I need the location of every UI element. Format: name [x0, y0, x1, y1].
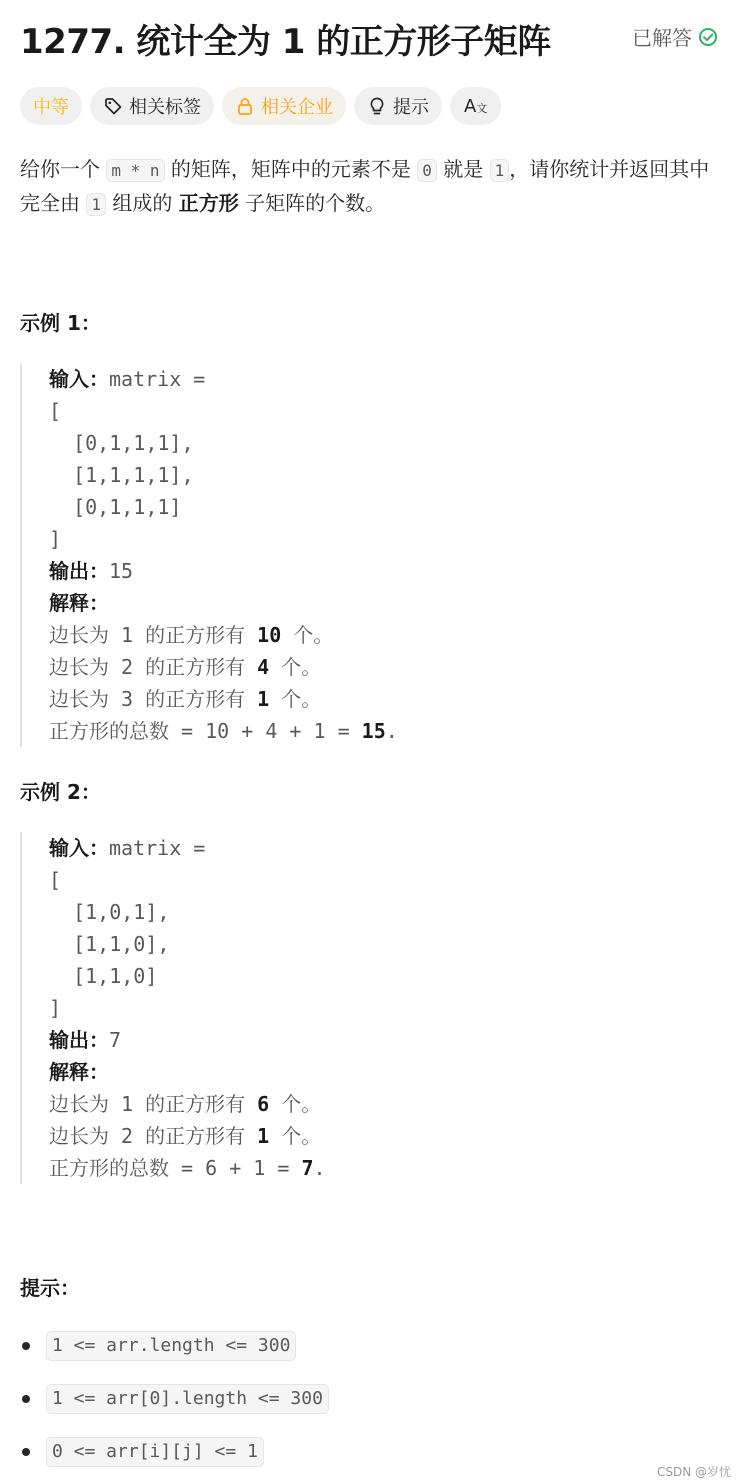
solved-label: 已解答 — [632, 26, 692, 50]
output-label: 输出： — [49, 559, 109, 583]
explain-text: . — [313, 1156, 326, 1180]
constraint-code: 1 <= arr[0].length <= 300 — [46, 1384, 329, 1414]
example-1-block — [20, 363, 720, 747]
bullet-icon — [22, 1342, 30, 1350]
example-code-line: [1,1,1,1], — [49, 463, 194, 487]
bullet-icon — [22, 1448, 30, 1456]
explain-bold: 1 — [257, 687, 270, 711]
explain-bold: 15 — [361, 719, 386, 743]
example-code-line: [ — [49, 399, 62, 423]
desc-text: 给你一个 — [20, 157, 100, 181]
desc-text: 组成的 — [112, 191, 173, 215]
inline-code: 1 — [86, 193, 106, 216]
explain-text: 个。 — [269, 655, 322, 679]
explain-text: 正方形的总数 = 6 + 1 = — [49, 1156, 302, 1180]
example-code-line: [1,1,0], — [49, 932, 170, 956]
explain-text: 个。 — [269, 1092, 322, 1116]
problem-title: 1277. 统计全为 1 的正方形子矩阵 — [20, 22, 551, 62]
tag-row — [20, 87, 501, 125]
example-code-line: ] — [49, 527, 62, 551]
explain-text: 边长为 2 的正方形有 — [49, 1124, 258, 1148]
explain-text: 个。 — [269, 687, 322, 711]
constraint-item — [22, 1437, 264, 1467]
explain-line — [49, 683, 720, 715]
example-code-line: [1,1,0] — [49, 964, 158, 988]
desc-text: ，请你统计并返回其中完全由 — [20, 157, 710, 215]
explain-bold: 10 — [257, 623, 282, 647]
constraints-title: 提示： — [20, 1276, 80, 1300]
inline-code: m * n — [106, 159, 164, 182]
explain-bold: 4 — [257, 655, 270, 679]
constraint-code: 0 <= arr[i][j] <= 1 — [46, 1437, 264, 1467]
difficulty-label: 中等 — [33, 97, 69, 118]
example-code-line: [0,1,1,1], — [49, 431, 194, 455]
example-explain-line — [49, 587, 720, 619]
explain-label: 解释： — [49, 1060, 109, 1084]
example-input-line — [49, 832, 720, 864]
translate-button[interactable] — [450, 87, 501, 125]
example-output-line — [49, 1024, 720, 1056]
translate-icon-glyph: A — [464, 95, 477, 117]
tag-icon — [103, 96, 123, 116]
input-label: 输入： — [49, 836, 109, 860]
explain-text: . — [385, 719, 398, 743]
example-code-line: [ — [49, 868, 62, 892]
input-value: matrix = — [109, 367, 206, 391]
explain-line — [49, 1088, 720, 1120]
explain-bold: 7 — [301, 1156, 314, 1180]
hints-button[interactable] — [354, 87, 442, 125]
example-input-line — [49, 363, 720, 395]
example-code-line: ] — [49, 996, 62, 1020]
output-value: 7 — [109, 1028, 122, 1052]
explain-label: 解释： — [49, 591, 109, 615]
desc-text: 就是 — [443, 157, 484, 181]
example-2-title: 示例 2： — [20, 780, 101, 804]
inline-code: 0 — [417, 159, 437, 182]
explain-text: 个。 — [269, 1124, 322, 1148]
example-output-line — [49, 555, 720, 587]
desc-bold-text: 正方形 — [178, 191, 239, 215]
input-label: 输入： — [49, 367, 109, 391]
explain-bold: 1 — [257, 1124, 270, 1148]
constraint-item — [22, 1384, 329, 1414]
explain-bold: 6 — [257, 1092, 270, 1116]
explain-text: 边长为 2 的正方形有 — [49, 655, 258, 679]
desc-text: 的矩阵，矩阵中的元素不是 — [170, 157, 411, 181]
related-topics-label: 相关标签 — [129, 97, 201, 118]
output-label: 输出： — [49, 1028, 109, 1052]
explain-line — [49, 715, 720, 747]
explain-line — [49, 619, 720, 651]
lightbulb-icon — [367, 96, 387, 116]
example-1-title: 示例 1： — [20, 311, 101, 335]
example-2-block — [20, 832, 720, 1184]
explain-text: 边长为 3 的正方形有 — [49, 687, 258, 711]
related-companies-label: 相关企业 — [261, 97, 333, 118]
explain-line — [49, 651, 720, 683]
lock-icon — [235, 96, 255, 116]
example-code-line: [1,0,1], — [49, 900, 170, 924]
related-companies-button[interactable] — [222, 87, 346, 125]
input-value: matrix = — [109, 836, 206, 860]
hints-label: 提示 — [393, 97, 429, 118]
output-value: 15 — [109, 559, 134, 583]
example-explain-line — [49, 1056, 720, 1088]
solved-status — [632, 22, 718, 51]
watermark: CSDN @岁忧 — [657, 1465, 732, 1479]
desc-text: 子矩阵的个数。 — [245, 191, 386, 215]
translate-icon-sub: 文 — [476, 101, 488, 115]
difficulty-badge — [20, 87, 82, 125]
related-topics-button[interactable] — [90, 87, 214, 125]
explain-text: 个。 — [281, 623, 334, 647]
bullet-icon — [22, 1395, 30, 1403]
inline-code: 1 — [490, 159, 510, 182]
explain-text: 边长为 1 的正方形有 — [49, 1092, 258, 1116]
explain-text: 正方形的总数 = 10 + 4 + 1 = — [49, 719, 362, 743]
problem-description — [20, 153, 725, 221]
explain-line — [49, 1152, 720, 1184]
check-circle-icon — [698, 27, 718, 47]
explain-text: 边长为 1 的正方形有 — [49, 623, 258, 647]
constraint-item — [22, 1331, 296, 1361]
constraint-code: 1 <= arr.length <= 300 — [46, 1331, 296, 1361]
translate-icon — [464, 96, 487, 117]
example-code-line: [0,1,1,1] — [49, 495, 182, 519]
explain-line — [49, 1120, 720, 1152]
